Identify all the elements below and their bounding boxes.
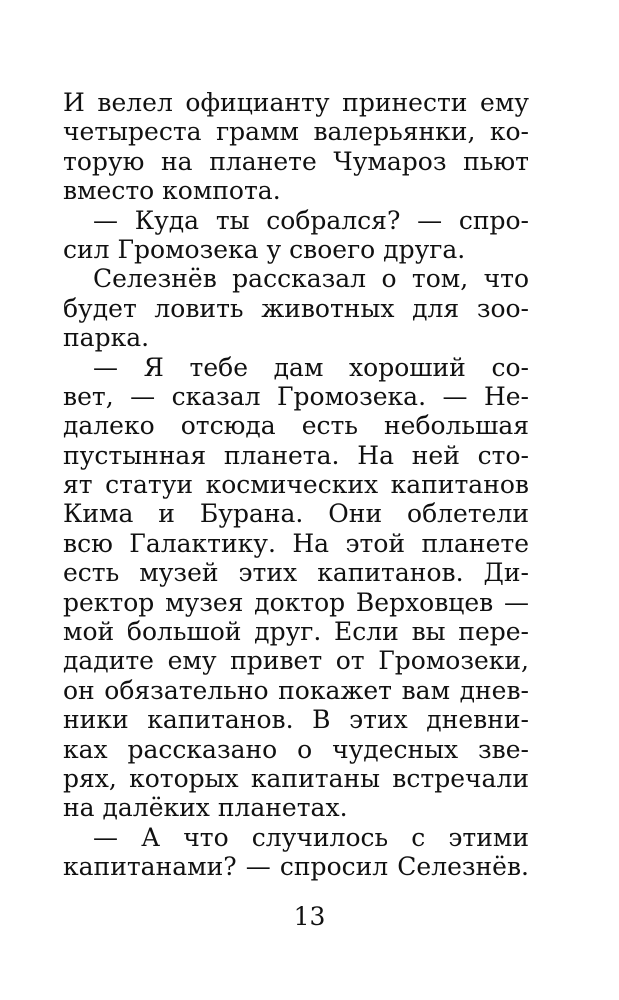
text-line: торую на планете Чумароз пьют xyxy=(63,146,529,176)
text-line: ят статуи космических капитанов xyxy=(63,470,529,500)
text-line: дадите ему привет от Громозеки, xyxy=(63,646,529,676)
text-line: на далёких планетах. xyxy=(63,793,348,823)
text-line: вместо компота. xyxy=(63,176,281,206)
text-line: Селезнёв рассказал о том, что xyxy=(93,264,529,294)
text-line: сил Громозека у своего друга. xyxy=(63,234,466,264)
text-line: — Я тебе дам хороший со- xyxy=(93,352,529,382)
text-line: парка. xyxy=(63,323,150,353)
text-line: пустынная планета. На ней сто- xyxy=(63,440,529,470)
text-line: всю Галактику. На этой планете xyxy=(63,528,529,558)
text-line: ники капитанов. В этих дневни- xyxy=(63,705,529,735)
text-line: будет ловить животных для зоо- xyxy=(63,293,529,323)
text-line: он обязательно покажет вам днев- xyxy=(63,675,529,705)
body-text xyxy=(63,88,529,882)
text-line: далеко отсюда есть небольшая xyxy=(63,411,529,441)
text-line: мой большой друг. Если вы пере- xyxy=(63,617,529,647)
text-line: — А что случилось с этими xyxy=(93,822,529,852)
text-line: Кима и Бурана. Они облетели xyxy=(63,499,529,529)
text-line: И велел официанту принести ему xyxy=(63,88,529,117)
text-line: есть музей этих капитанов. Ди- xyxy=(63,558,529,588)
text-line: ректор музея доктор Верховцев — xyxy=(63,587,529,617)
page-number: 13 xyxy=(293,902,326,931)
text-line: ках рассказано о чудесных зве- xyxy=(63,734,529,764)
text-line: четыреста грамм валерьянки, ко- xyxy=(63,117,529,147)
text-line: рях, которых капитаны встречали xyxy=(63,763,529,793)
text-line: капитанами? — спросил Селезнёв. xyxy=(63,852,529,882)
text-line: вет, — сказал Громозека. — Не- xyxy=(63,381,529,411)
text-line: — Куда ты собрался? — спро- xyxy=(93,205,529,235)
